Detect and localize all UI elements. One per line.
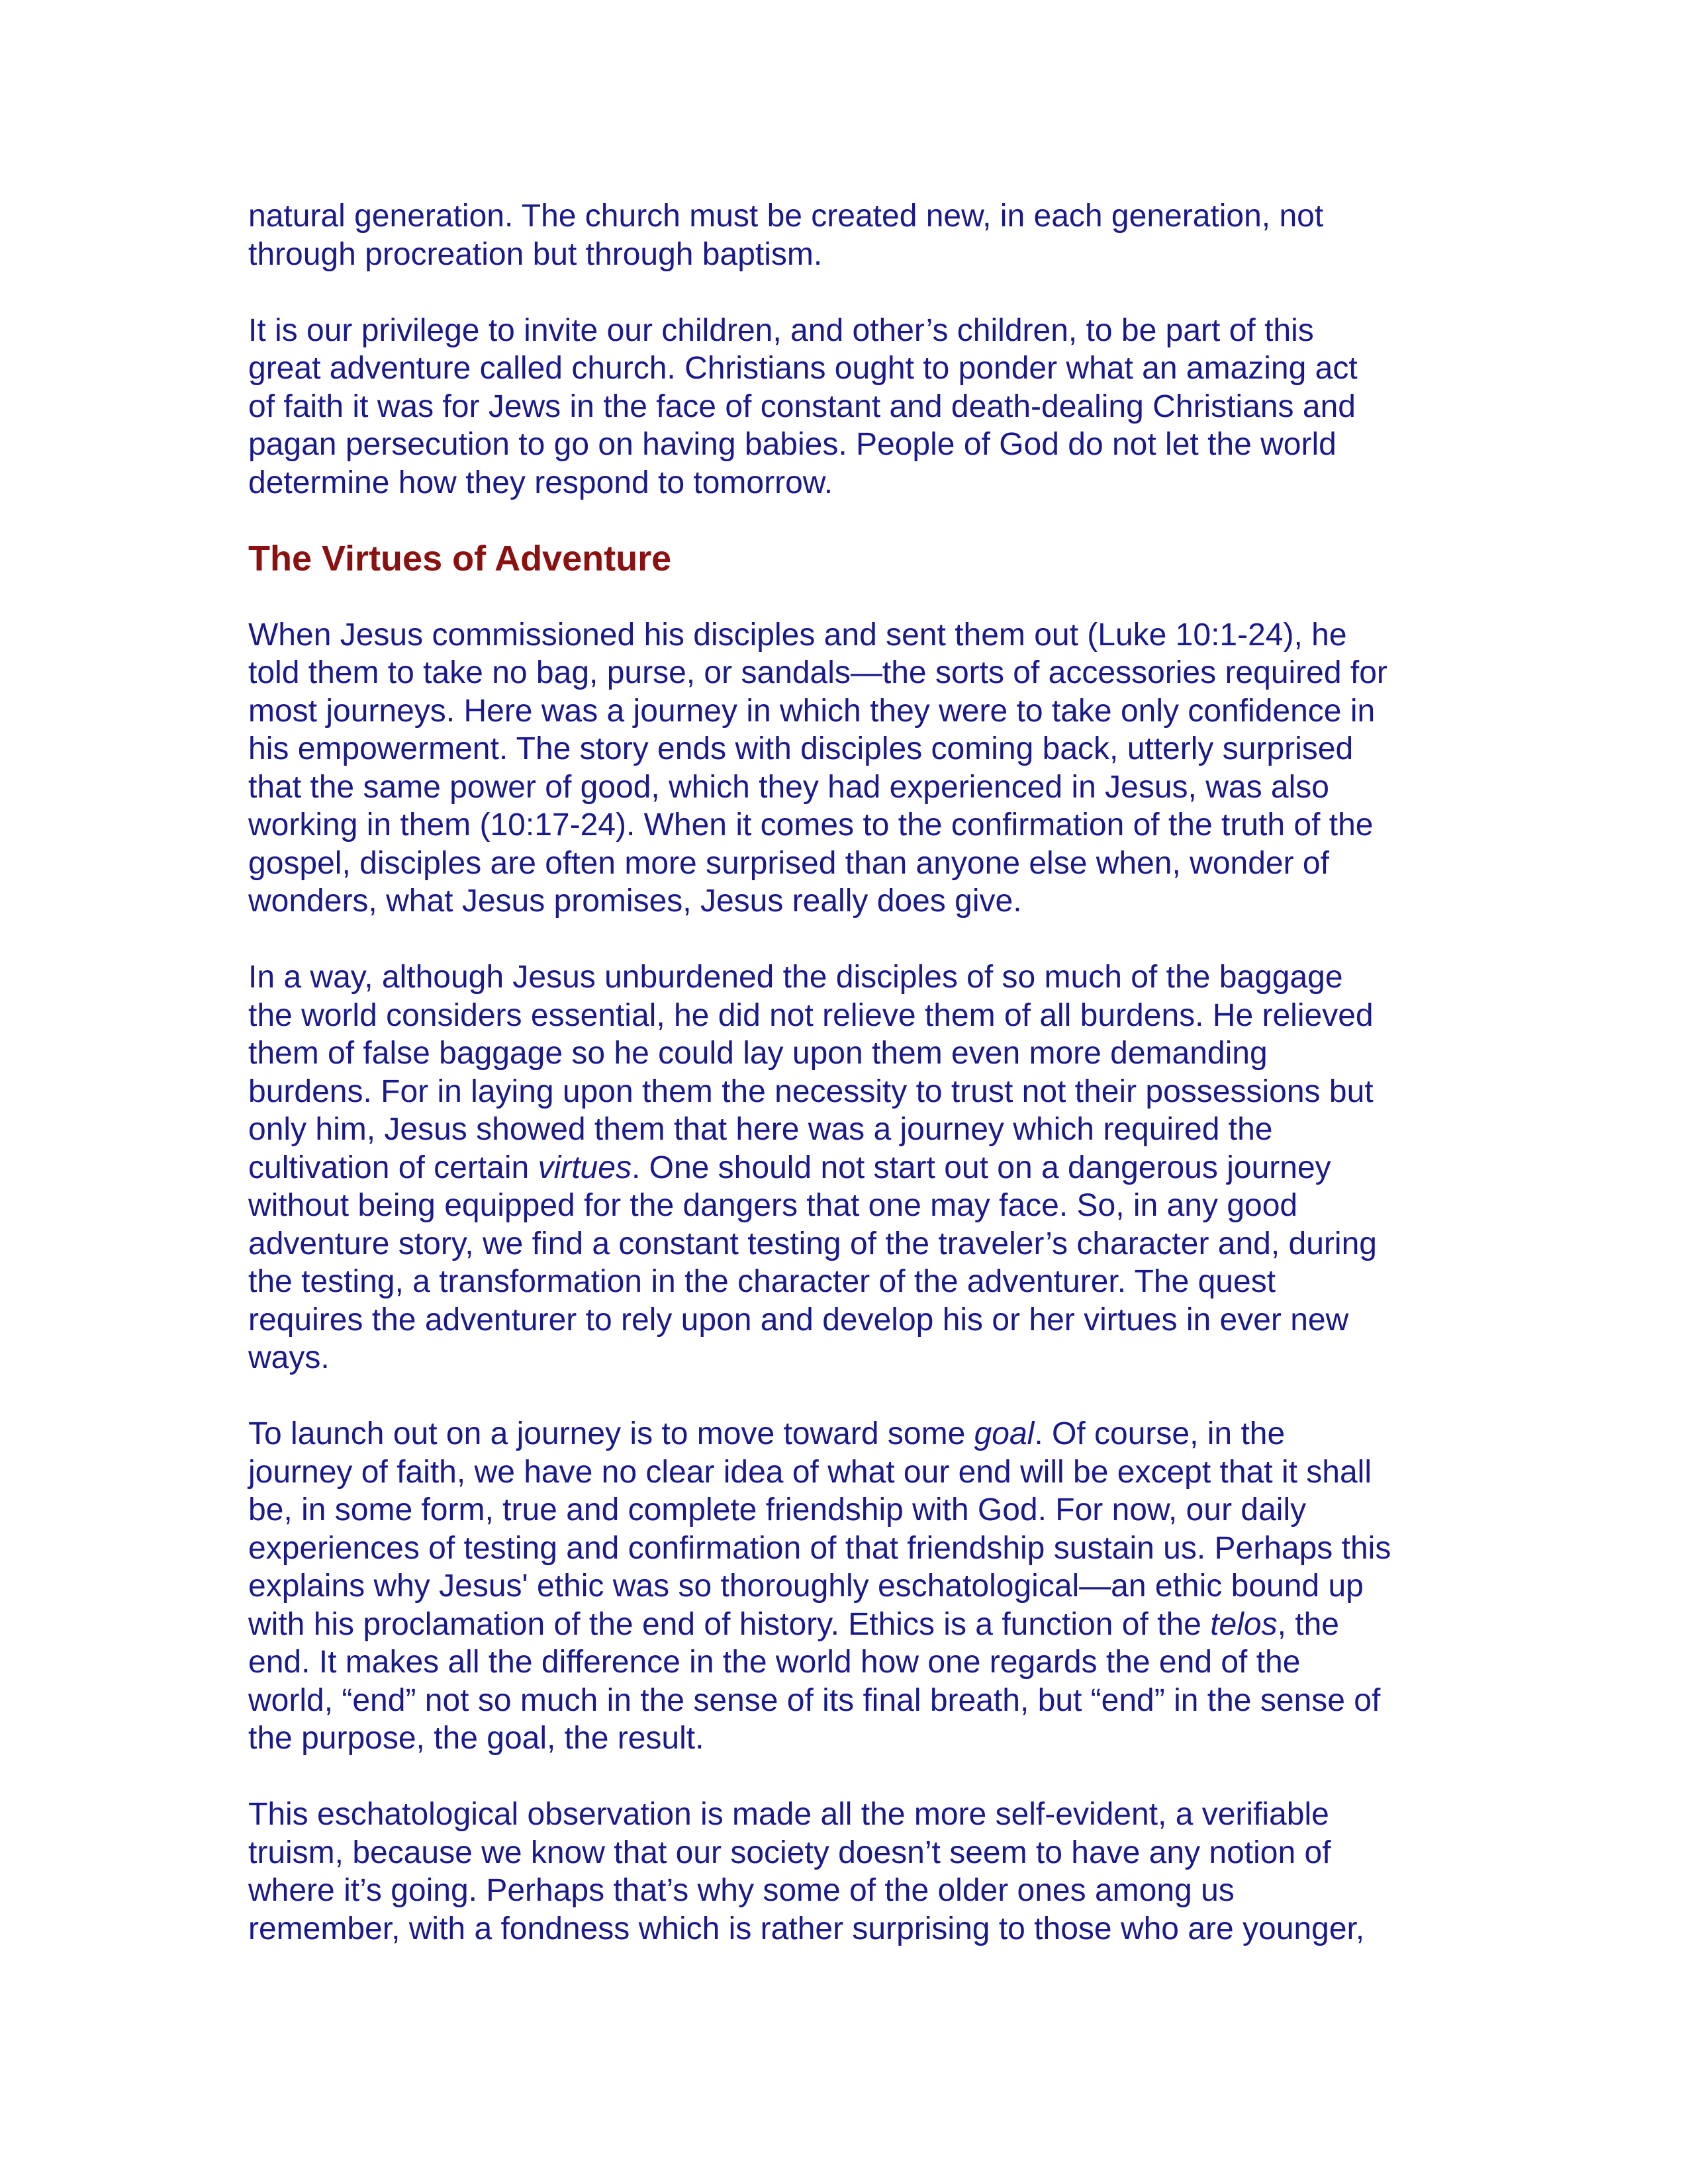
text-line: working in them (10:17-24). When it comes to the confirmation of the truth of the	[248, 807, 1374, 842]
text-line: his empowerment. The story ends with disciples coming back, utterly surprised	[248, 731, 1354, 766]
paragraph-5	[248, 1415, 1460, 1758]
paragraph-4	[248, 958, 1460, 1377]
text-line: world, “end” not so much in the sense of its final breath, but “end” in the sense of	[248, 1682, 1381, 1718]
text-line: the purpose, the goal, the result.	[248, 1721, 704, 1756]
paragraph-1	[248, 197, 1460, 273]
text-line: where it’s going. Perhaps that’s why some of the older ones among us	[248, 1873, 1235, 1908]
text-line: requires the adventurer to rely upon and develop his or her virtues in ever new	[248, 1302, 1349, 1338]
italic-term: virtues	[538, 1150, 632, 1185]
text-line: adventure story, we find a constant testing of the traveler’s character and, during	[248, 1226, 1377, 1261]
text-line: through procreation but through baptism.	[248, 236, 823, 272]
text-line: told them to take no bag, purse, or sandals—the sorts of accessories required for	[248, 655, 1387, 690]
text-line: ways.	[248, 1340, 330, 1375]
italic-term: telos	[1210, 1606, 1278, 1642]
text-line	[248, 1415, 1460, 1453]
text-line: This eschatological observation is made all the more self-evident, a verifiable	[248, 1797, 1329, 1832]
text-line: truism, because we know that our society doesn’t seem to have any notion of	[248, 1835, 1331, 1870]
italic-term: goal	[974, 1416, 1035, 1451]
paragraph-6	[248, 1796, 1460, 1948]
text-line: It is our privilege to invite our children, and other’s children, to be part of this	[248, 312, 1314, 348]
text-line: that the same power of good, which they had experienced in Jesus, was also	[248, 769, 1329, 805]
text-line: the testing, a transformation in the character of the adventurer. The quest	[248, 1264, 1276, 1299]
text-line: natural generation. The church must be created new, in each generation, not	[248, 199, 1324, 234]
text-line: determine how they respond to tomorrow.	[248, 465, 833, 500]
text-line: end. It makes all the difference in the world how one regards the end of the	[248, 1645, 1301, 1680]
text-line: In a way, although Jesus unburdened the disciples of so much of the baggage	[248, 960, 1343, 995]
text-line	[248, 1606, 1460, 1644]
text-line: of faith it was for Jews in the face of constant and death-dealing Christians and	[248, 388, 1356, 424]
text-line: experiences of testing and confirmation of that friendship sustain us. Perhaps this	[248, 1530, 1391, 1566]
text-line: great adventure called church. Christians ought to ponder what an amazing act	[248, 351, 1358, 386]
text-line: journey of faith, we have no clear idea of what our end will be except that it shall	[248, 1454, 1372, 1490]
text-line: be, in some form, true and complete friendship with God. For now, our daily	[248, 1492, 1307, 1527]
text-line: pagan persecution to go on having babies. People of God do not let the world	[248, 427, 1336, 462]
paragraph-3	[248, 616, 1460, 921]
text-run: , the	[1277, 1606, 1339, 1642]
text-line: wonders, what Jesus promises, Jesus really does give.	[248, 884, 1022, 919]
text-line: most journeys. Here was a journey in which they were to take only confidence in	[248, 693, 1376, 729]
text-line	[248, 1149, 1460, 1187]
text-line: them of false baggage so he could lay upon them even more demanding	[248, 1036, 1268, 1071]
text-line: without being equipped for the dangers that one may face. So, in any good	[248, 1188, 1298, 1223]
text-run: To launch out on a journey is to move toward some	[248, 1416, 974, 1451]
text-line: gospel, disciples are often more surprised than anyone else when, wonder of	[248, 845, 1329, 881]
text-run: . One should not start out on a dangerous journey	[631, 1150, 1331, 1185]
section-heading: The Virtues of Adventure	[248, 538, 672, 578]
text-line: only him, Jesus showed them that here was a journey which required the	[248, 1112, 1273, 1147]
text-line: the world considers essential, he did not relieve them of all burdens. He relieved	[248, 997, 1374, 1033]
text-line: When Jesus commissioned his disciples and sent them out (Luke 10:1-24), he	[248, 617, 1347, 653]
paragraph-2	[248, 312, 1460, 502]
text-line: remember, with a fondness which is rather surprising to those who are younger,	[248, 1911, 1365, 1946]
text-line: explains why Jesus' ethic was so thoroughly eschatological—an ethic bound up	[248, 1569, 1364, 1604]
text-run: with his proclamation of the end of history. Ethics is a function of the	[248, 1606, 1211, 1642]
text-line: burdens. For in laying upon them the necessity to trust not their possessions but	[248, 1073, 1374, 1109]
text-run: cultivation of certain	[248, 1150, 538, 1185]
text-run: . Of course, in the	[1034, 1416, 1286, 1451]
document-page	[248, 197, 1460, 1986]
